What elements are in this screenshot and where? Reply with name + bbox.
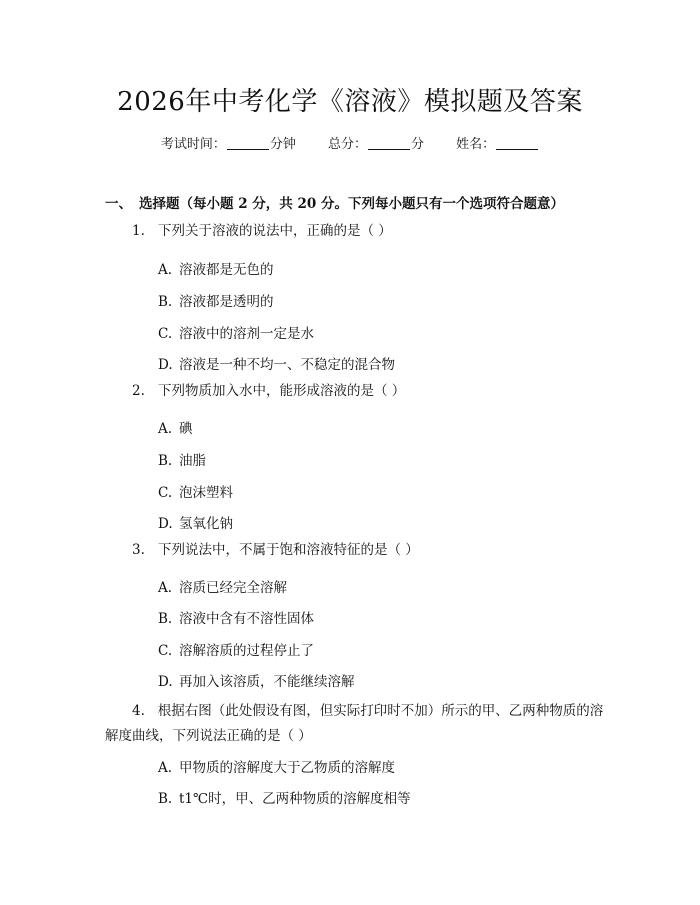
- option-text: 溶液中含有不溶性固体: [179, 611, 314, 627]
- section-number: 一、: [105, 196, 132, 212]
- question-1: [132, 218, 392, 244]
- question-2-option-d: [158, 512, 233, 532]
- option-letter: C.: [158, 485, 173, 501]
- total-score-field: [328, 133, 424, 152]
- option-letter: B.: [158, 791, 173, 807]
- total-score-label: 总分：: [327, 137, 367, 152]
- question-4-option-a: [158, 756, 395, 776]
- option-letter: D.: [158, 357, 173, 373]
- question-3-option-a: [158, 576, 287, 596]
- option-letter: A.: [158, 760, 173, 776]
- question-2-option-c: [158, 481, 233, 501]
- question-3-option-d: [158, 670, 355, 690]
- option-letter: B.: [158, 453, 173, 469]
- student-name-label: 姓名：: [456, 137, 496, 152]
- question-1-option-d: [158, 353, 395, 373]
- option-text: 碘: [179, 421, 193, 437]
- section-title: 选择题（每小题 2 分，共 20 分。下列每小题只有一个选项符合题意）: [139, 196, 564, 212]
- exam-time-field: [161, 133, 296, 152]
- section-heading: [105, 192, 564, 212]
- student-name-blank: [496, 137, 538, 150]
- option-text: t1℃时，甲、乙两种物质的溶解度相等: [179, 791, 411, 807]
- exam-time-unit: 分钟: [269, 137, 296, 152]
- option-text: 油脂: [179, 453, 206, 469]
- exam-info-line: [0, 133, 700, 152]
- total-score-blank: [368, 137, 410, 150]
- option-letter: C.: [158, 326, 173, 342]
- option-text: 再加入该溶质，不能继续溶解: [179, 674, 355, 690]
- question-number: 4.: [132, 703, 145, 719]
- option-text: 溶液中的溶剂一定是水: [179, 326, 314, 342]
- option-letter: C.: [158, 643, 173, 659]
- option-text: 溶解溶质的过程停止了: [179, 643, 314, 659]
- exam-time-blank: [227, 137, 269, 150]
- total-score-unit: 分: [411, 137, 425, 152]
- question-3-option-b: [158, 607, 314, 627]
- question-4-option-b: [158, 787, 411, 807]
- question-text: 下列物质加入水中，能形成溶液的是（ ）: [158, 383, 406, 399]
- option-text: 溶液都是透明的: [179, 294, 274, 310]
- question-number: 1.: [132, 223, 145, 239]
- option-letter: D.: [158, 516, 173, 532]
- question-text: 下列说法中，不属于饱和溶液特征的是（ ）: [158, 542, 419, 558]
- question-2-option-b: [158, 449, 206, 469]
- option-letter: B.: [158, 611, 173, 627]
- option-letter: A.: [158, 421, 173, 437]
- option-text: 溶液都是无色的: [179, 262, 274, 278]
- option-text: 泡沫塑料: [179, 485, 233, 501]
- question-2-option-a: [158, 417, 193, 437]
- question-2: [132, 378, 405, 404]
- question-number: 3.: [132, 542, 145, 558]
- question-1-option-c: [158, 322, 314, 342]
- question-4: [105, 699, 605, 749]
- option-text: 氢氧化钠: [179, 516, 233, 532]
- exam-time-label: 考试时间：: [160, 137, 226, 152]
- option-letter: D.: [158, 674, 173, 690]
- option-letter: A.: [158, 262, 173, 278]
- option-letter: A.: [158, 580, 173, 596]
- document-title: 2026年中考化学《溶液》模拟题及答案: [117, 87, 583, 117]
- question-1-option-a: [158, 258, 274, 278]
- question-text: 下列关于溶液的说法中，正确的是（ ）: [158, 223, 392, 239]
- question-text: 根据右图（此处假设有图，但实际打印时不加）所示的甲、乙两种物质的溶解度曲线，下列说法正确的是（ ）: [105, 703, 604, 744]
- student-name-field: [456, 133, 539, 152]
- question-3: [132, 537, 419, 563]
- option-text: 溶液是一种不均一、不稳定的混合物: [179, 357, 395, 373]
- question-3-option-c: [158, 639, 314, 659]
- option-text: 溶质已经完全溶解: [179, 580, 287, 596]
- option-letter: B.: [158, 294, 173, 310]
- question-1-option-b: [158, 290, 274, 310]
- option-text: 甲物质的溶解度大于乙物质的溶解度: [179, 760, 395, 776]
- question-number: 2.: [132, 383, 145, 399]
